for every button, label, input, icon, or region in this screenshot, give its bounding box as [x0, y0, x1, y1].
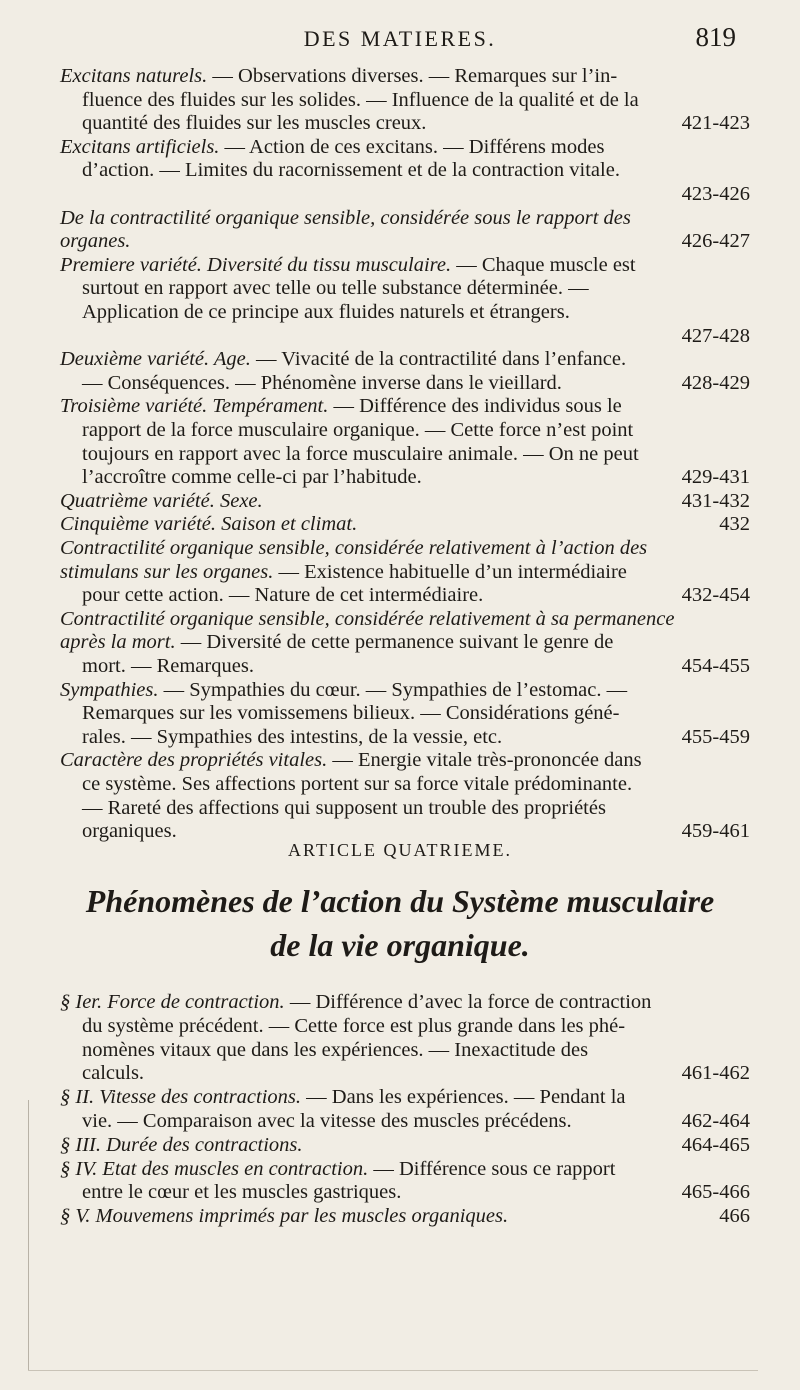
page-range: 427-428	[681, 324, 750, 347]
entry-title: § Ier. Force de contraction.	[60, 991, 285, 1013]
entry-text: — Action de ces excitans. — Différens modes	[219, 135, 605, 158]
entry-title: organes.	[60, 230, 131, 253]
page-range: 466	[719, 1205, 750, 1228]
section-title-line-1: Phénomènes de l’action du Système musculaire	[85, 883, 715, 919]
entry-title: § IV. Etat des muscles en contraction.	[60, 1157, 369, 1180]
entry-text: ce système. Ses affections portent sur sa force vitale prédominante.	[82, 773, 633, 795]
entry-title: stimulans sur les organes.	[60, 560, 274, 583]
page-range: 459-461	[681, 820, 750, 843]
page-range: 462-464	[681, 1110, 750, 1132]
entry-title: De la contractilité organique sensible, considérée sous le rapport des	[60, 206, 631, 229]
entry-text: — Observations diverses. — Remarques sur l’in-	[207, 65, 618, 87]
entry-text: rapport de la force musculaire organique. — Cette force n’est point	[82, 419, 634, 441]
entry-text: — Différence des individus sous le	[328, 395, 622, 418]
page-range: 461-462	[681, 1062, 750, 1085]
page-range: 432	[719, 513, 750, 536]
page-range: 426-427	[681, 230, 750, 253]
entry-text: pour cette action. — Nature de cet intermédiaire.	[82, 584, 484, 607]
entry-title: Deuxième variété. Age.	[60, 348, 251, 371]
entry-text: organiques.	[82, 820, 177, 843]
entry-text: — Vivacité de la contractilité dans l’enfance.	[250, 348, 627, 371]
entry-text: fluence des fluides sur les solides. — Influence de la qualité et de la	[82, 88, 639, 111]
entry-text: — Diversité de cette permanence suivant le genre de	[175, 631, 614, 654]
page-range: 465-466	[681, 1181, 750, 1204]
entry-title: Caractère des propriétés vitales.	[60, 749, 328, 772]
entry-title: Cinquième variété. Saison et climat.	[60, 513, 358, 536]
entry-title: § V. Mouvemens imprimés par les muscles organiques.	[60, 1205, 509, 1228]
entry-title: Quatrième variété. Sexe.	[60, 489, 263, 512]
page-bottom-line	[28, 1370, 758, 1371]
entry-title: § III. Durée des contractions.	[60, 1133, 303, 1156]
entry-text: surtout en rapport avec telle ou telle substance déterminée. —	[82, 277, 589, 300]
running-title: DES MATIERES.	[303, 26, 497, 51]
page-range: 421-423	[681, 112, 750, 135]
entry-text: rales. — Sympathies des intestins, de la vessie, etc.	[82, 725, 503, 748]
entry-text: l’accroître comme celle-ci par l’habitude.	[82, 466, 422, 489]
page-header	[0, 22, 800, 62]
entry-title: après la mort.	[60, 631, 176, 654]
entry-title: Excitans naturels.	[60, 65, 208, 87]
page-range: 429-431	[681, 466, 750, 489]
entry-text: quantité des fluides sur les muscles creux.	[82, 112, 427, 135]
page-range: 454-455	[681, 655, 750, 677]
page-range: 432-454	[681, 584, 750, 607]
entry-title: Troisième variété. Tempérament.	[60, 395, 329, 418]
entry-text: — Energie vitale très-prononcée dans	[327, 749, 642, 772]
entry-text: Application de ce principe aux fluides naturels et étrangers.	[82, 301, 570, 323]
entry-text: — Chaque muscle est	[451, 253, 636, 276]
entry-title: Premiere variété. Diversité du tissu musculaire.	[60, 253, 452, 276]
entry-text: — Différence d’avec la force de contraction	[284, 991, 652, 1013]
entry-text: — Conséquences. — Phénomène inverse dans le vieillard.	[82, 371, 562, 394]
page-range: 423-426	[681, 183, 750, 205]
entry-title: Sympathies.	[60, 678, 159, 701]
entry-text: mort. — Remarques.	[82, 655, 254, 677]
entry-title: Contractilité organique sensible, considérée relativement à l’action des	[60, 537, 648, 559]
toc-entry-line	[60, 1202, 750, 1230]
entry-title: § II. Vitesse des contractions.	[60, 1086, 302, 1109]
entry-text: — Rareté des affections qui supposent un trouble des propriétés	[82, 796, 606, 819]
page-range: 455-459	[681, 725, 750, 748]
page-edge-line	[28, 1100, 29, 1370]
entry-text: toujours en rapport avec la force musculaire animale. — On ne peut	[82, 442, 639, 465]
page-range: 464-465	[681, 1133, 750, 1156]
entry-title: Contractilité organique sensible, considérée relativement à sa permanence	[60, 607, 675, 630]
entry-text: d’action. — Limites du racornissement et de la contraction vitale.	[82, 159, 620, 182]
entry-text: calculs.	[82, 1062, 145, 1085]
entry-text: — Différence sous ce rapport	[368, 1157, 616, 1180]
entry-text: nomènes vitaux que dans les expériences. — Inexactitude des	[82, 1038, 589, 1061]
entry-text: entre le cœur et les muscles gastriques.	[82, 1181, 402, 1204]
page-number: 819	[695, 22, 736, 52]
entry-text: — Existence habituelle d’un intermédiaire	[273, 560, 627, 583]
page-range: 431-432	[681, 489, 750, 512]
article-heading: ARTICLE QUATRIEME.	[288, 840, 512, 860]
entry-text: — Dans les expériences. — Pendant la	[301, 1086, 626, 1109]
section-title-line-2: de la vie organique.	[270, 927, 530, 963]
entry-text: — Sympathies du cœur. — Sympathies de l’estomac. —	[158, 678, 628, 701]
entry-title: Excitans artificiels.	[60, 135, 220, 158]
entry-text: vie. — Comparaison avec la vitesse des muscles précédens.	[82, 1110, 572, 1132]
entry-text: Remarques sur les vomissemens bilieux. — Considérations géné-	[82, 702, 620, 725]
entry-text: du système précédent. — Cette force est plus grande dans les phé-	[82, 1014, 626, 1037]
page-range: 428-429	[681, 371, 750, 394]
